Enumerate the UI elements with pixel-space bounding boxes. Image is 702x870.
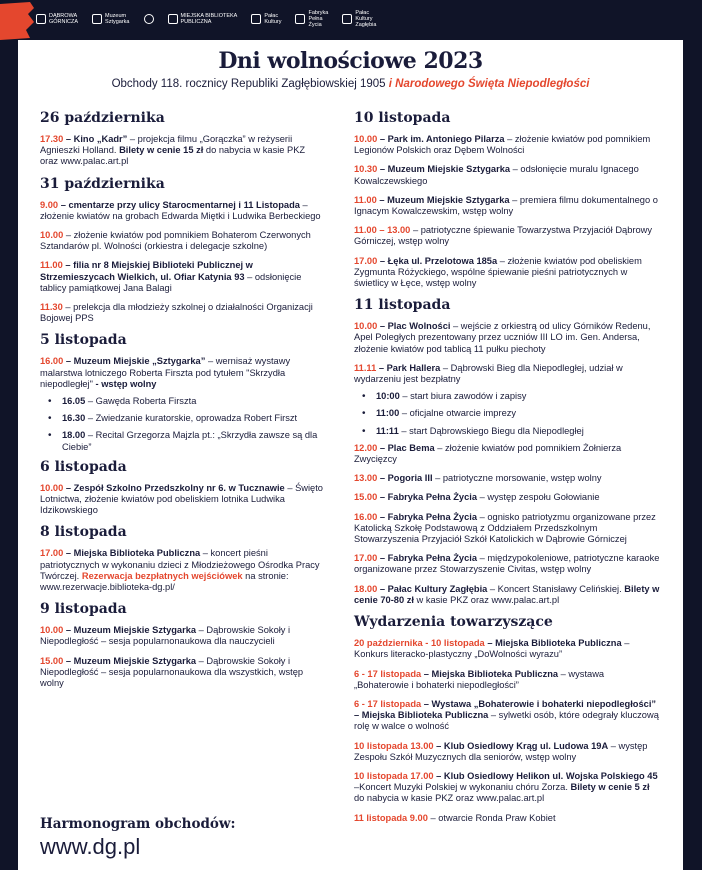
- event-place: – Muzeum Miejskie Sztygarka: [63, 655, 197, 666]
- partner-logo: [144, 14, 154, 24]
- event-time: 17.00: [354, 255, 378, 266]
- right-column: [354, 106, 660, 832]
- sub-description: – Recital Grzegorza Majzla pt.: „Skrzydła zawsze są dla Ciebie”: [62, 430, 318, 452]
- event-item: [354, 363, 660, 385]
- left-column: [40, 106, 325, 697]
- event-time: 9.00: [40, 199, 59, 210]
- event-place: – Fabryka Pełna Życia: [377, 553, 478, 564]
- subtitle-highlight: i Narodowego Święta Niepodległości: [388, 78, 590, 90]
- event-time: 17.00: [40, 548, 64, 559]
- day-heading: 8 listopada: [40, 524, 127, 541]
- day-heading: Wydarzenia towarzyszące: [354, 614, 553, 631]
- logo-mark-icon: [251, 14, 261, 24]
- event-description: – wejście z orkiestrą od ulicy Górników Redenu, Apel Poległych prezentowany przez uczniów III LO im. Gen. Andersa, złożenie kwiatów pod tablicą 11 pułku piechoty: [354, 321, 651, 354]
- partner-logo: [36, 13, 78, 25]
- logo-mark-icon: [144, 14, 154, 24]
- event-time: 10.00: [40, 625, 64, 636]
- event-item: [40, 656, 325, 690]
- event-description: – występ Zespołu Szkół Muzycznych dla seniorów, wstęp wolny: [354, 740, 648, 762]
- sub-description: – start biura zawodów i zapisy: [399, 391, 527, 402]
- event-item: [354, 669, 660, 691]
- event-description: – występ zespołu Gołowianie: [477, 492, 600, 503]
- sub-description: – Gawęda Roberta Firszta: [85, 396, 197, 407]
- sub-schedule-list: [48, 396, 325, 453]
- page-title: Dni wolnościowe 2023: [218, 48, 483, 74]
- sub-description: – oficjalne otwarcie imprezy: [399, 408, 517, 419]
- event-description: – wernisaż wystawy malarstwa lotniczego Roberta Firszta pod tytułem "Skrzydła niepodległej": [40, 356, 291, 389]
- event-item: [354, 638, 660, 660]
- sub-description: – start Dąbrowskiego Biegu dla Niepodległej: [398, 425, 584, 436]
- event-item: [354, 164, 660, 186]
- partner-logo: [92, 13, 129, 25]
- event-tail: w kasie PKZ oraz www.palac.art.pl: [413, 594, 560, 605]
- sub-schedule-item: [362, 408, 660, 419]
- event-time: 12.00: [354, 442, 378, 453]
- event-time: 18.00: [354, 583, 378, 594]
- event-item: [354, 553, 660, 575]
- logo-text: Pałac Kultury: [264, 13, 282, 25]
- event-place: – Łęka ul. Przelotowa 185a: [377, 255, 498, 266]
- event-item: [40, 483, 325, 517]
- sub-schedule-item: [48, 413, 325, 424]
- event-place: – Miejska Biblioteka Publiczna: [421, 668, 559, 679]
- event-description: – złożenie kwiatów pod obeliskiem Zygmunta Różyckiego, wspólne śpiewanie pieśni patriotycznych w świetlicy w Łęce, wstęp wolny: [354, 255, 642, 289]
- event-time: 6 - 17 listopada: [354, 698, 422, 709]
- event-item: [40, 260, 325, 294]
- event-item: [354, 256, 660, 290]
- event-description: – wystawa „Bohaterowie i bohaterki niepodległości”: [354, 668, 605, 690]
- event-time: 11.00 – 13.00: [354, 225, 411, 236]
- logo-text: Pałac Kultury Zagłębia: [355, 10, 377, 28]
- event-place: – Fabryka Pełna Życia: [377, 492, 478, 503]
- sub-description: – Zwiedzanie kuratorskie, oprowadza Robert Firszt: [85, 413, 298, 424]
- event-item: [40, 625, 325, 647]
- event-description: – ognisko patriotyzmu organizowane przez Katolicką Szkołę Podstawową z Oddziałem Przedszkolnym Stowarzyszenia Przyjaciół Szkół Katolickich w Dąbrowie Górniczej: [354, 511, 656, 545]
- event-item: [354, 492, 660, 503]
- event-place: – Klub Osiedlowy Krąg ul. Ludowa 19A: [433, 740, 609, 751]
- event-description: – Święto Lotnictwa, złożenie kwiatów pod obeliskiem lotnika Ludwika Idzikowskiego: [40, 482, 323, 516]
- event-place: – filia nr 8 Miejskiej Biblioteki Publicznej w Strzemieszycach Wielkich, ul. Ofiar Katynia 93: [40, 260, 253, 282]
- event-place: – cmentarze przy ulicy Starocmentarnej i 11 Listopada: [58, 199, 300, 210]
- logo-text: Muzeum Sztygarka: [105, 13, 130, 25]
- event-time: 11.00: [354, 194, 377, 205]
- event-place: – Muzeum Miejskie „Sztygarka”: [63, 356, 206, 367]
- event-time: 16.00: [354, 511, 378, 522]
- sub-time: 11:11: [376, 425, 399, 436]
- day-heading: 31 października: [40, 175, 165, 192]
- event-item: [354, 699, 660, 733]
- event-item: [40, 548, 325, 593]
- event-time: 10 listopada 17.00: [354, 770, 434, 781]
- event-place: – Miejska Biblioteka Publiczna: [63, 548, 201, 559]
- event-place: – Miejska Biblioteka Publiczna: [484, 638, 622, 649]
- event-place: – Muzeum Miejskie Sztygarka: [376, 194, 510, 205]
- day-heading: 5 listopada: [40, 332, 127, 349]
- sub-time: 18.00: [62, 430, 86, 441]
- logo-text: MIEJSKA BIBLIOTEKA PUBLICZNA: [180, 13, 238, 25]
- event-ticket-info: Bilety w cenie 15 zł: [119, 145, 204, 156]
- event-place: – Pogoria III: [377, 473, 433, 484]
- event-place: – Kino „Kadr”: [63, 134, 128, 144]
- event-description: – złożenie kwiatów na grobach Edwarda Miętki i Ludwika Berbeckiego: [40, 199, 321, 221]
- logo-mark-icon: [295, 14, 305, 24]
- event-item: [354, 512, 660, 546]
- event-time: 15.00: [40, 655, 64, 666]
- sub-schedule-list: [362, 391, 660, 437]
- event-time: 11.00: [40, 260, 63, 271]
- event-place: – Plac Bema: [377, 442, 435, 453]
- event-place: – Wystawa „Bohaterowie i bohaterki niepodległości” – Miejska Biblioteka Publiczna: [354, 698, 657, 721]
- sub-schedule-item: [362, 426, 660, 437]
- event-time: 10 listopada 13.00: [354, 740, 434, 751]
- event-time: 11.11: [354, 362, 377, 373]
- event-description: – prelekcja dla młodzieży szkolnej o działalności Organizacji Bojowej PPS: [40, 302, 313, 324]
- event-item: [354, 195, 660, 217]
- event-description: – Dąbrowski Bieg dla Niepodległej, udział w wydarzeniu jest bezpłatny: [354, 362, 623, 385]
- event-time: 16.00: [40, 356, 64, 367]
- event-place: – Pałac Kultury Zagłębia: [377, 583, 488, 594]
- event-tail: na stronie: www.rezerwacje.biblioteka-dg.pl/: [40, 570, 289, 593]
- event-time: 10.00: [40, 482, 64, 493]
- event-ticket-info: - wstęp wolny: [95, 378, 157, 389]
- event-place: – Muzeum Miejskie Sztygarka: [63, 625, 197, 636]
- partner-logo: [251, 13, 281, 25]
- event-item: [40, 356, 325, 390]
- logo-text: Fabryka Pełna Życia: [308, 10, 329, 28]
- sub-time: 11:00: [376, 408, 400, 419]
- event-description: – złożenie kwiatów pod pomnikiem Bohaterom Czerwonych Sztandarów pl. Wolności (orkiestra i delegacje szkolne): [40, 230, 311, 252]
- event-place: – Muzeum Miejskie Sztygarka: [377, 164, 511, 175]
- event-time: 17.00: [354, 553, 378, 564]
- partner-logo: [295, 10, 328, 28]
- event-item: [354, 771, 660, 805]
- sub-time: 10:00: [376, 391, 400, 402]
- event-description: – Koncert Stanisławy Celińskiej.: [487, 583, 625, 594]
- event-tail: do nabycia w kasie PKZ oraz www.palac.art.pl: [40, 145, 306, 167]
- event-time: 15.00: [354, 492, 378, 503]
- event-description: – projekcja filmu „Gorączka” w reżyserii Agnieszki Holland.: [40, 134, 293, 156]
- brush-stroke-decoration: [0, 0, 38, 40]
- event-description: – premiera filmu dokumentalnego o Ignacym Kowalczewskim, wstęp wolny: [354, 194, 658, 217]
- sub-time: 16.05: [62, 396, 86, 407]
- day-heading: 10 listopada: [354, 110, 451, 126]
- event-description: – Konkurs literacko-plastyczny „DoWolności wyrazu”: [354, 638, 630, 660]
- partner-logo: [168, 13, 238, 25]
- event-description: – patriotyczne morsowanie, wstęp wolny: [432, 473, 602, 484]
- event-time: 10.00: [354, 134, 378, 144]
- event-time: 10.00: [40, 230, 64, 241]
- event-time: 17.30: [40, 134, 64, 144]
- subtitle-prefix: Obchody 118. rocznicy Republiki Zagłębiowskiej 1905: [111, 78, 389, 90]
- sub-schedule-item: [48, 396, 325, 407]
- partner-logo: [342, 10, 376, 28]
- event-item: [40, 230, 325, 252]
- event-place: – Park Hallera: [376, 362, 441, 373]
- event-place: – Plac Wolności: [377, 321, 451, 332]
- event-item: [354, 473, 660, 484]
- event-item: [40, 134, 325, 168]
- event-item: [354, 134, 660, 156]
- logo-mark-icon: [36, 14, 46, 24]
- event-tail: do nabycia w kasie PKZ oraz www.palac.art.pl: [354, 793, 545, 804]
- event-item: [354, 584, 660, 606]
- sub-time: 16.30: [62, 413, 86, 424]
- event-time: 11.30: [40, 302, 63, 313]
- event-ticket-info: Bilety w cenie 5 zł: [570, 782, 650, 793]
- logo-mark-icon: [168, 14, 178, 24]
- event-place: – Park im. Antoniego Pilarza: [377, 134, 505, 144]
- event-description: – sylwetki osób, które odegrały kluczową rolę w walce o wolność: [354, 710, 659, 732]
- event-description: – otwarcie Ronda Praw Kobiet: [427, 812, 556, 823]
- event-item: [40, 302, 325, 324]
- event-description: – odsłonięcie tablicy pamiątkowej Jana Balagi: [40, 271, 302, 293]
- sub-schedule-item: [362, 391, 660, 402]
- day-heading: 26 października: [40, 110, 165, 126]
- event-item: [354, 813, 660, 824]
- website-link[interactable]: www.dg.pl: [40, 834, 141, 859]
- event-item: [40, 200, 325, 222]
- event-item: [354, 443, 660, 465]
- event-description: – odsłonięcie muralu Ignacego Kowalczewskiego: [354, 164, 639, 186]
- event-time: 10.30: [354, 164, 378, 175]
- top-banner: [0, 0, 702, 40]
- poster-sheet: [18, 40, 683, 870]
- logo-mark-icon: [92, 14, 102, 24]
- event-description: – złożenie kwiatów pod pomnikiem Legionów Polskich oraz Dębem Wolności: [354, 134, 651, 156]
- event-ticket-info: Bilety w cenie 70-80 zł: [354, 583, 660, 605]
- event-place: – Klub Osiedlowy Helikon ul. Wojska Polskiego 45: [433, 770, 658, 781]
- event-reservation: Rezerwacja bezpłatnych wejściówek: [81, 570, 243, 581]
- sub-schedule-item: [48, 430, 325, 452]
- schedule-label: Harmonogram obchodów:: [40, 816, 236, 832]
- event-description: – Dąbrowskie Sokoły i Niepodległość – sesja popularnonaukowa dla wszystkich, wstęp wolny: [40, 655, 304, 689]
- partner-logos: [36, 4, 436, 34]
- event-description: – Dąbrowskie Sokoły i Niepodległość – sesja popularnonaukowa dla nauczycieli: [40, 625, 291, 647]
- event-item: [354, 741, 660, 763]
- event-time: 20 października - 10 listopada: [354, 638, 485, 649]
- event-time: 10.00: [354, 321, 378, 332]
- event-description: –Koncert Muzyki Polskiej w wykonaniu chóru Zorza.: [354, 782, 571, 793]
- event-description: – międzypokoleniowe, patriotyczne karaoke organizowane przez Stowarzyszenie Civitas, wstęp wolny: [354, 553, 660, 575]
- event-description: – koncert pieśni patriotycznych w wykonaniu dzieci z Młodzieżowego Ośrodka Pracy Twórczej.: [40, 548, 320, 581]
- event-item: [354, 225, 660, 247]
- event-place: – Zespół Szkolno Przedszkolny nr 6. w Tucznawie: [63, 482, 285, 493]
- logo-text: DĄBROWA GÓRNICZA: [49, 13, 79, 25]
- event-item: [354, 321, 660, 355]
- logo-mark-icon: [342, 14, 352, 24]
- day-heading: 11 listopada: [354, 297, 451, 314]
- page-subtitle: [18, 78, 683, 90]
- day-heading: 6 listopada: [40, 458, 127, 475]
- event-place: – Fabryka Pełna Życia: [377, 511, 478, 522]
- event-description: – złożenie kwiatów pod pomnikiem Żołnierza Zwycięzcy: [354, 442, 622, 465]
- event-time: 6 - 17 listopada: [354, 668, 422, 679]
- day-heading: 9 listopada: [40, 601, 127, 618]
- event-time: 11 listopada 9.00: [354, 812, 428, 823]
- event-time: 13.00: [354, 473, 378, 484]
- event-description: – patriotyczne śpiewanie Towarzystwa Przyjaciół Dąbrowy Górniczej, wstęp wolny: [354, 225, 653, 247]
